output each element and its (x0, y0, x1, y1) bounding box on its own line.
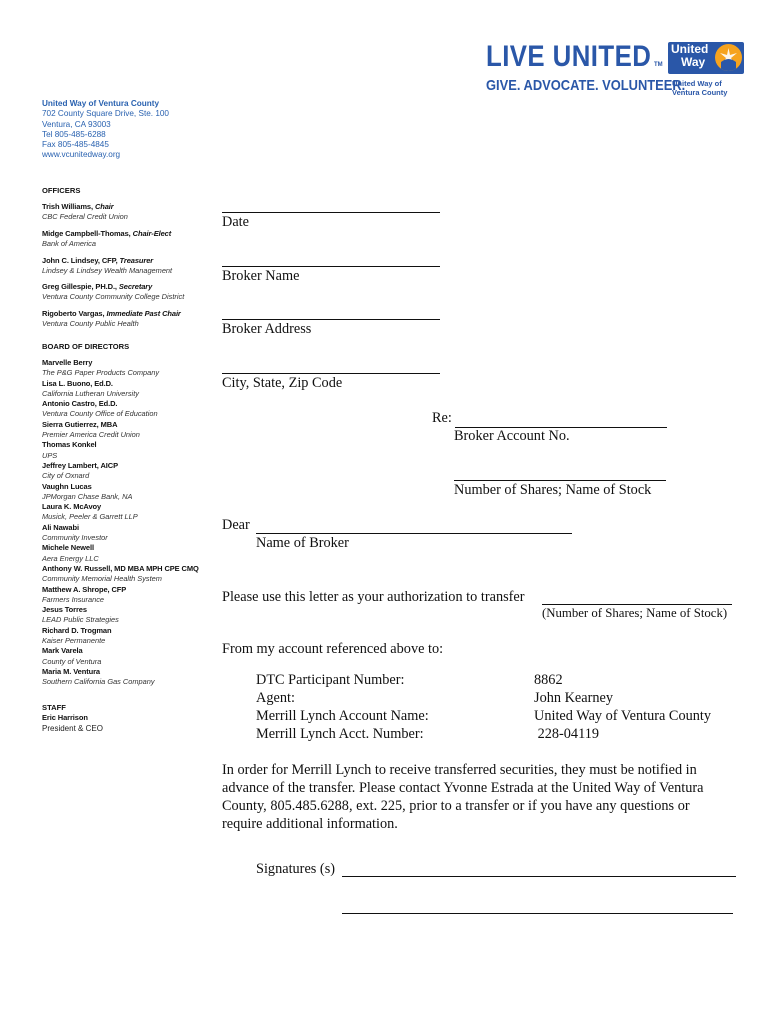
officer-org: Ventura County Community College District (42, 292, 185, 302)
board-member-org: County of Ventura (42, 656, 102, 666)
paragraph-line: County, 805.485.6288, ext. 225, prior to a transfer or if you have any questions or (222, 798, 690, 814)
officer-name: Midge Campbell-Thomas, (42, 229, 133, 238)
board-member-org: Premier America Credit Union (42, 430, 140, 440)
board-member-name: Marvelle Berry (42, 358, 93, 367)
staff-heading: STAFF (42, 703, 66, 712)
officer-name: Rigoberto Vargas, (42, 309, 107, 318)
agent-value: John Kearney (534, 690, 614, 706)
dtc-value: 8862 (534, 672, 563, 688)
org-fax: Fax 805-485-4845 (42, 140, 109, 150)
badge-line-1: United (671, 42, 709, 56)
board-member-name: Michele Newell (42, 543, 94, 553)
board-member-org: City of Oxnard (42, 471, 90, 481)
officer-role: Immediate Past Chair (106, 309, 181, 318)
org-website[interactable]: www.vcunitedway.org (42, 150, 121, 160)
live-united-logo-text: LIVE UNITED (486, 40, 652, 73)
board-member-org: Aera Energy LLC (42, 553, 99, 563)
broker-address-line[interactable] (222, 319, 440, 320)
broker-account-label: Broker Account No. (454, 428, 570, 444)
board-member-org: Musick, Peeler & Garrett LLP (42, 512, 138, 522)
board-member-name: Laura K. McAvoy (42, 502, 102, 512)
board-member (42, 440, 199, 461)
re-label: Re: (432, 410, 452, 426)
board-member-org: Farmers Insurance (42, 594, 105, 604)
board-member-name: Mark Varela (42, 646, 83, 656)
officer-role: Chair-Elect (132, 229, 172, 238)
badge-text (671, 43, 708, 69)
board-list (42, 358, 199, 688)
authorization-text: Please use this letter as your authorization to transfer (222, 589, 525, 605)
city-state-zip-label: City, State, Zip Code (222, 375, 343, 391)
signature-line-2[interactable] (342, 913, 733, 914)
board-member (42, 420, 199, 441)
board-heading: BOARD OF DIRECTORS (42, 342, 130, 351)
board-member-name: Matthew A. Shrope, CFP (42, 584, 127, 594)
board-member (42, 585, 199, 606)
staff-title: President & CEO (42, 723, 103, 733)
board-member (42, 543, 199, 564)
org-contact-block (42, 99, 169, 161)
board-member-org: The P&G Paper Products Company (42, 368, 160, 378)
board-member-org: Community Memorial Health System (42, 574, 162, 584)
authorization-hint: (Number of Shares; Name of Stock) (542, 606, 728, 620)
officer-entry (42, 202, 128, 223)
board-member (42, 399, 199, 420)
board-member-name: Lisa L. Buono, Ed.D. (42, 378, 113, 388)
board-member-org: LEAD Public Strategies (42, 615, 119, 625)
board-member-org: JPMorgan Chase Bank, NA (42, 491, 133, 501)
board-member-name: Antonio Castro, Ed.D. (42, 399, 118, 409)
united-way-hand-icon (715, 44, 742, 71)
officer-name: Greg Gillespie, PH.D., (42, 282, 119, 291)
officer-org: CBC Federal Credit Union (42, 212, 128, 222)
org-name: United Way of Ventura County (42, 99, 160, 108)
date-line[interactable] (222, 212, 440, 213)
org-tel: Tel 805-485-6288 (42, 129, 106, 139)
board-member (42, 502, 199, 523)
officers-heading: OFFICERS (42, 186, 81, 195)
board-member-name: Anthony W. Russell, MD MBA MPH CPE CMQ (42, 563, 199, 573)
paragraph-line: advance of the transfer. Please contact Yvonne Estrada at the United Way of Ventura (222, 780, 704, 796)
board-member-name: Ali Nawabi (42, 522, 79, 532)
dtc-label: DTC Participant Number: (256, 672, 405, 688)
from-account-text: From my account referenced above to: (222, 641, 444, 657)
org-address-2: Ventura, CA 93003 (42, 119, 111, 129)
board-member-name: Jesus Torres (42, 605, 87, 615)
officer-name: Trish Williams, (42, 202, 95, 211)
trademark-mark: TM (654, 62, 663, 68)
transfer-shares-line[interactable] (542, 604, 732, 605)
name-of-broker-label: Name of Broker (256, 535, 349, 551)
board-member (42, 523, 199, 544)
board-member-name: Vaughn Lucas (42, 481, 92, 491)
board-member-name: Maria M. Ventura (42, 666, 101, 676)
shares-stock-line[interactable] (454, 480, 666, 481)
notification-paragraph (222, 761, 703, 833)
board-member (42, 482, 199, 503)
board-member (42, 626, 199, 647)
badge-line-2: Way (681, 55, 706, 69)
dear-broker-line[interactable] (256, 533, 572, 534)
logo-tagline: GIVE. ADVOCATE. VOLUNTEER. (486, 77, 686, 94)
broker-name-line[interactable] (222, 266, 440, 267)
paragraph-line: In order for Merrill Lynch to receive transferred securities, they must be notified in (222, 762, 697, 778)
board-member-org: Community Investor (42, 533, 108, 543)
shares-stock-label: Number of Shares; Name of Stock (454, 482, 652, 498)
officer-org: Bank of America (42, 239, 96, 249)
signatures-label: Signatures (s) (256, 861, 336, 877)
officer-org: Ventura County Public Health (42, 319, 139, 329)
board-member (42, 667, 199, 688)
city-state-zip-line[interactable] (222, 373, 440, 374)
org-address-1: 702 County Square Drive, Ste. 100 (42, 109, 169, 119)
officer-role: Secretary (118, 282, 153, 291)
signature-line-1[interactable] (342, 876, 736, 877)
broker-name-label: Broker Name (222, 268, 300, 284)
officer-entry (42, 229, 171, 250)
board-member-name: Richard D. Trogman (42, 625, 112, 635)
united-way-badge (668, 42, 744, 74)
board-member-org: UPS (42, 450, 58, 460)
officer-entry (42, 256, 172, 277)
broker-address-label: Broker Address (222, 321, 312, 337)
officer-role: Chair (94, 202, 114, 211)
account-name-label: Merrill Lynch Account Name: (256, 708, 429, 724)
board-member-name: Thomas Konkel (42, 440, 97, 450)
officer-entry (42, 309, 181, 330)
staff-name: Eric Harrison (42, 713, 88, 723)
board-member-name: Sierra Gutierrez, MBA (42, 419, 118, 429)
officer-role: Treasurer (119, 256, 154, 265)
board-member-org: Kaiser Permanente (42, 636, 106, 646)
date-label: Date (222, 214, 249, 230)
board-member (42, 379, 199, 400)
officer-org: Lindsey & Lindsey Wealth Management (42, 266, 173, 276)
board-member (42, 461, 199, 482)
chapter-name (672, 80, 727, 97)
board-member-org: California Lutheran University (42, 388, 139, 398)
board-member (42, 564, 199, 585)
paragraph-line: require additional information. (222, 816, 398, 832)
board-member (42, 605, 199, 626)
agent-label: Agent: (256, 690, 295, 706)
chapter-line-1: United Way of (672, 79, 722, 88)
account-number-label: Merrill Lynch Acct. Number: (256, 726, 424, 742)
account-name-value: United Way of Ventura County (534, 708, 712, 724)
officer-name: John C. Lindsey, CFP, (42, 256, 120, 265)
board-member (42, 646, 199, 667)
dear-label: Dear (222, 517, 250, 533)
chapter-line-2: Ventura County (672, 87, 728, 97)
board-member-org: Southern California Gas Company (42, 677, 155, 687)
board-member-org: Ventura County Office of Education (42, 409, 158, 419)
officer-entry (42, 282, 184, 303)
account-number-value: 228-04119 (534, 726, 599, 742)
board-member-name: Jeffrey Lambert, AICP (42, 460, 118, 470)
staff-block (42, 703, 103, 734)
board-member (42, 358, 199, 379)
